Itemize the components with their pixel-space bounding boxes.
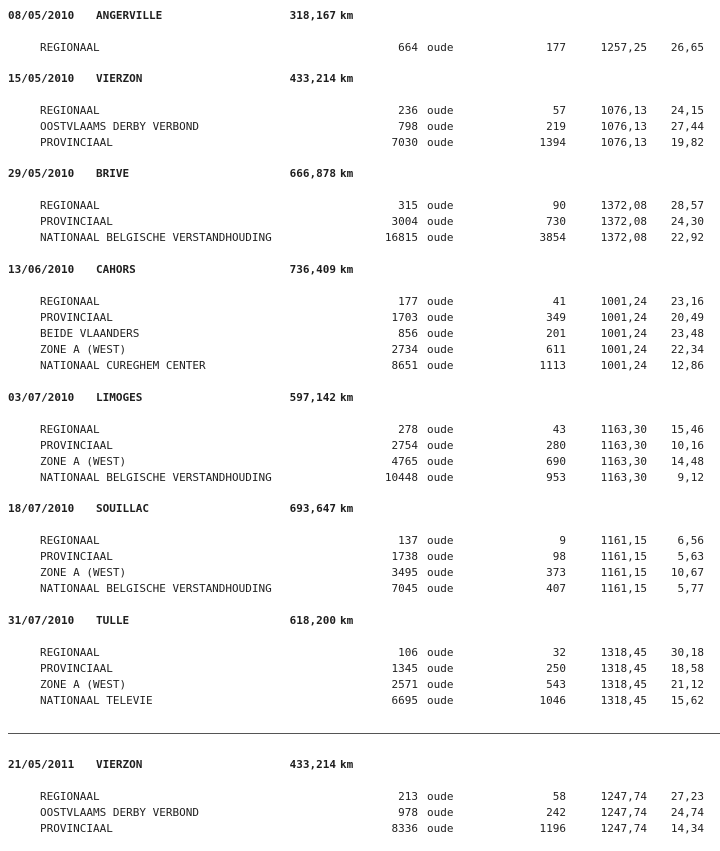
result-row	[0, 469, 720, 485]
prize-count: 201	[546, 327, 566, 340]
category-label: oude	[427, 311, 454, 324]
prize-count: 41	[552, 295, 566, 308]
race-date: 21/05/2011	[8, 758, 75, 771]
competition-name: REGIONAAL	[40, 295, 100, 308]
prize-count: 407	[546, 582, 566, 595]
race-header	[0, 500, 720, 516]
result-row	[0, 293, 720, 309]
competition-name: REGIONAAL	[40, 41, 100, 54]
result-row	[0, 213, 720, 229]
race-place: TULLE	[96, 614, 130, 627]
competition-name: REGIONAAL	[40, 199, 100, 212]
competition-name: REGIONAAL	[40, 423, 100, 436]
speed-value: 1247,74	[600, 806, 647, 819]
race-place: BRIVE	[96, 167, 130, 180]
result-row	[0, 421, 720, 437]
speed-value: 1318,45	[600, 678, 647, 691]
competition-name: REGIONAAL	[40, 646, 100, 659]
prize-count: 43	[552, 423, 566, 436]
speed-value: 1318,45	[600, 646, 647, 659]
race-distance-unit: km	[340, 391, 354, 404]
result-row	[0, 564, 720, 580]
competition-name: OOSTVLAAMS DERBY VERBOND	[40, 806, 199, 819]
entrant-count: 177	[398, 295, 418, 308]
prize-count: 32	[552, 646, 566, 659]
entrant-count: 8336	[391, 822, 418, 835]
entrant-count: 236	[398, 104, 418, 117]
percentage-value: 14,48	[670, 455, 704, 468]
category-label: oude	[427, 104, 454, 117]
category-label: oude	[427, 471, 454, 484]
category-label: oude	[427, 822, 454, 835]
percentage-value: 12,86	[670, 359, 704, 372]
prize-count: 3854	[539, 231, 566, 244]
entrant-count: 3495	[391, 566, 418, 579]
result-row	[0, 788, 720, 804]
category-label: oude	[427, 806, 454, 819]
result-row	[0, 692, 720, 708]
category-label: oude	[427, 327, 454, 340]
speed-value: 1076,13	[600, 120, 647, 133]
competition-name: ZONE A (WEST)	[40, 343, 127, 356]
percentage-value: 6,56	[677, 534, 704, 547]
entrant-count: 10448	[384, 471, 418, 484]
speed-value: 1372,08	[600, 231, 647, 244]
competition-name: PROVINCIAAL	[40, 215, 113, 228]
speed-value: 1161,15	[600, 582, 647, 595]
category-label: oude	[427, 423, 454, 436]
speed-value: 1163,30	[600, 439, 647, 452]
race-distance: 318,167	[289, 9, 336, 22]
race-header	[0, 70, 720, 86]
competition-name: NATIONAAL TELEVIE	[40, 694, 153, 707]
entrant-count: 106	[398, 646, 418, 659]
prize-count: 250	[546, 662, 566, 675]
race-place: VIERZON	[96, 72, 143, 85]
result-row	[0, 804, 720, 820]
percentage-value: 24,15	[670, 104, 704, 117]
category-label: oude	[427, 455, 454, 468]
race-place: VIERZON	[96, 758, 143, 771]
percentage-value: 23,16	[670, 295, 704, 308]
prize-count: 690	[546, 455, 566, 468]
entrant-count: 3004	[391, 215, 418, 228]
entrant-count: 8651	[391, 359, 418, 372]
race-date: 31/07/2010	[8, 614, 75, 627]
speed-value: 1247,74	[600, 790, 647, 803]
entrant-count: 2754	[391, 439, 418, 452]
result-row	[0, 580, 720, 596]
category-label: oude	[427, 199, 454, 212]
race-distance-unit: km	[340, 502, 354, 515]
result-row	[0, 197, 720, 213]
category-label: oude	[427, 662, 454, 675]
entrant-count: 213	[398, 790, 418, 803]
category-label: oude	[427, 534, 454, 547]
speed-value: 1163,30	[600, 455, 647, 468]
race-header	[0, 389, 720, 405]
percentage-value: 28,57	[670, 199, 704, 212]
entrant-count: 856	[398, 327, 418, 340]
result-row	[0, 357, 720, 373]
competition-name: NATIONAAL BELGISCHE VERSTANDHOUDING	[40, 231, 272, 244]
percentage-value: 20,49	[670, 311, 704, 324]
category-label: oude	[427, 215, 454, 228]
entrant-count: 7045	[391, 582, 418, 595]
percentage-value: 23,48	[670, 327, 704, 340]
category-label: oude	[427, 136, 454, 149]
race-date: 15/05/2010	[8, 72, 75, 85]
competition-name: PROVINCIAAL	[40, 439, 113, 452]
entrant-count: 1738	[391, 550, 418, 563]
percentage-value: 5,77	[677, 582, 704, 595]
race-header	[0, 756, 720, 772]
competition-name: ZONE A (WEST)	[40, 455, 127, 468]
race-distance: 618,200	[289, 614, 336, 627]
competition-name: BEIDE VLAANDERS	[40, 327, 140, 340]
result-row	[0, 548, 720, 564]
entrant-count: 2571	[391, 678, 418, 691]
race-distance: 433,214	[289, 758, 336, 771]
result-row	[0, 660, 720, 676]
percentage-value: 26,65	[670, 41, 704, 54]
prize-count: 349	[546, 311, 566, 324]
race-date: 03/07/2010	[8, 391, 75, 404]
speed-value: 1247,74	[600, 822, 647, 835]
entrant-count: 4765	[391, 455, 418, 468]
prize-count: 177	[546, 41, 566, 54]
percentage-value: 22,34	[670, 343, 704, 356]
competition-name: ZONE A (WEST)	[40, 566, 127, 579]
speed-value: 1001,24	[600, 327, 647, 340]
percentage-value: 18,58	[670, 662, 704, 675]
race-distance-unit: km	[340, 614, 354, 627]
entrant-count: 6695	[391, 694, 418, 707]
race-place: CAHORS	[96, 263, 136, 276]
category-label: oude	[427, 231, 454, 244]
speed-value: 1076,13	[600, 104, 647, 117]
race-date: 13/06/2010	[8, 263, 75, 276]
percentage-value: 30,18	[670, 646, 704, 659]
race-distance-unit: km	[340, 758, 354, 771]
percentage-value: 15,46	[670, 423, 704, 436]
prize-count: 953	[546, 471, 566, 484]
percentage-value: 24,74	[670, 806, 704, 819]
competition-name: PROVINCIAAL	[40, 822, 113, 835]
entrant-count: 798	[398, 120, 418, 133]
competition-name: REGIONAAL	[40, 104, 100, 117]
result-row	[0, 229, 720, 245]
entrant-count: 978	[398, 806, 418, 819]
prize-count: 1394	[539, 136, 566, 149]
race-distance-unit: km	[340, 72, 354, 85]
result-row	[0, 453, 720, 469]
speed-value: 1001,24	[600, 343, 647, 356]
prize-count: 98	[552, 550, 566, 563]
percentage-value: 5,63	[677, 550, 704, 563]
competition-name: ZONE A (WEST)	[40, 678, 127, 691]
prize-count: 280	[546, 439, 566, 452]
percentage-value: 9,12	[677, 471, 704, 484]
speed-value: 1372,08	[600, 199, 647, 212]
percentage-value: 19,82	[670, 136, 704, 149]
category-label: oude	[427, 295, 454, 308]
speed-value: 1372,08	[600, 215, 647, 228]
percentage-value: 10,67	[670, 566, 704, 579]
race-distance-unit: km	[340, 9, 354, 22]
category-label: oude	[427, 790, 454, 803]
race-distance-unit: km	[340, 263, 354, 276]
result-row	[0, 325, 720, 341]
competition-name: REGIONAAL	[40, 790, 100, 803]
result-row	[0, 134, 720, 150]
speed-value: 1257,25	[600, 41, 647, 54]
prize-count: 58	[552, 790, 566, 803]
speed-value: 1001,24	[600, 311, 647, 324]
race-date: 18/07/2010	[8, 502, 75, 515]
race-header	[0, 165, 720, 181]
prize-count: 1113	[539, 359, 566, 372]
entrant-count: 2734	[391, 343, 418, 356]
result-row	[0, 820, 720, 836]
prize-count: 543	[546, 678, 566, 691]
race-distance: 597,142	[289, 391, 336, 404]
entrant-count: 16815	[384, 231, 418, 244]
result-row	[0, 309, 720, 325]
prize-count: 1046	[539, 694, 566, 707]
entrant-count: 315	[398, 199, 418, 212]
speed-value: 1163,30	[600, 471, 647, 484]
race-date: 08/05/2010	[8, 9, 75, 22]
prize-count: 219	[546, 120, 566, 133]
result-row	[0, 102, 720, 118]
result-row	[0, 532, 720, 548]
result-row	[0, 437, 720, 453]
category-label: oude	[427, 694, 454, 707]
competition-name: REGIONAAL	[40, 534, 100, 547]
prize-count: 1196	[539, 822, 566, 835]
speed-value: 1076,13	[600, 136, 647, 149]
category-label: oude	[427, 550, 454, 563]
speed-value: 1318,45	[600, 662, 647, 675]
prize-count: 242	[546, 806, 566, 819]
competition-name: NATIONAAL BELGISCHE VERSTANDHOUDING	[40, 582, 272, 595]
result-row	[0, 118, 720, 134]
percentage-value: 27,44	[670, 120, 704, 133]
race-place: ANGERVILLE	[96, 9, 163, 22]
result-row	[0, 39, 720, 55]
race-header	[0, 612, 720, 628]
speed-value: 1161,15	[600, 534, 647, 547]
entrant-count: 1345	[391, 662, 418, 675]
speed-value: 1161,15	[600, 550, 647, 563]
prize-count: 9	[559, 534, 566, 547]
speed-value: 1318,45	[600, 694, 647, 707]
category-label: oude	[427, 582, 454, 595]
competition-name: PROVINCIAAL	[40, 136, 113, 149]
category-label: oude	[427, 439, 454, 452]
prize-count: 90	[552, 199, 566, 212]
race-distance: 736,409	[289, 263, 336, 276]
race-distance: 693,647	[289, 502, 336, 515]
category-label: oude	[427, 678, 454, 691]
race-distance: 666,878	[289, 167, 336, 180]
race-distance-unit: km	[340, 167, 354, 180]
entrant-count: 278	[398, 423, 418, 436]
competition-name: PROVINCIAAL	[40, 662, 113, 675]
percentage-value: 24,30	[670, 215, 704, 228]
prize-count: 373	[546, 566, 566, 579]
race-distance: 433,214	[289, 72, 336, 85]
speed-value: 1001,24	[600, 359, 647, 372]
entrant-count: 1703	[391, 311, 418, 324]
category-label: oude	[427, 566, 454, 579]
entrant-count: 7030	[391, 136, 418, 149]
percentage-value: 15,62	[670, 694, 704, 707]
result-row	[0, 676, 720, 692]
competition-name: PROVINCIAAL	[40, 550, 113, 563]
speed-value: 1001,24	[600, 295, 647, 308]
entrant-count: 664	[398, 41, 418, 54]
percentage-value: 27,23	[670, 790, 704, 803]
category-label: oude	[427, 120, 454, 133]
percentage-value: 22,92	[670, 231, 704, 244]
race-header	[0, 261, 720, 277]
entrant-count: 137	[398, 534, 418, 547]
result-row	[0, 341, 720, 357]
race-date: 29/05/2010	[8, 167, 75, 180]
race-place: SOUILLAC	[96, 502, 149, 515]
speed-value: 1161,15	[600, 566, 647, 579]
section-divider	[8, 733, 720, 734]
result-row	[0, 644, 720, 660]
prize-count: 730	[546, 215, 566, 228]
prize-count: 57	[552, 104, 566, 117]
race-place: LIMOGES	[96, 391, 143, 404]
percentage-value: 14,34	[670, 822, 704, 835]
percentage-value: 10,16	[670, 439, 704, 452]
speed-value: 1163,30	[600, 423, 647, 436]
race-header	[0, 7, 720, 23]
category-label: oude	[427, 646, 454, 659]
competition-name: PROVINCIAAL	[40, 311, 113, 324]
percentage-value: 21,12	[670, 678, 704, 691]
category-label: oude	[427, 343, 454, 356]
competition-name: OOSTVLAAMS DERBY VERBOND	[40, 120, 199, 133]
competition-name: NATIONAAL CUREGHEM CENTER	[40, 359, 206, 372]
category-label: oude	[427, 41, 454, 54]
prize-count: 611	[546, 343, 566, 356]
category-label: oude	[427, 359, 454, 372]
competition-name: NATIONAAL BELGISCHE VERSTANDHOUDING	[40, 471, 272, 484]
